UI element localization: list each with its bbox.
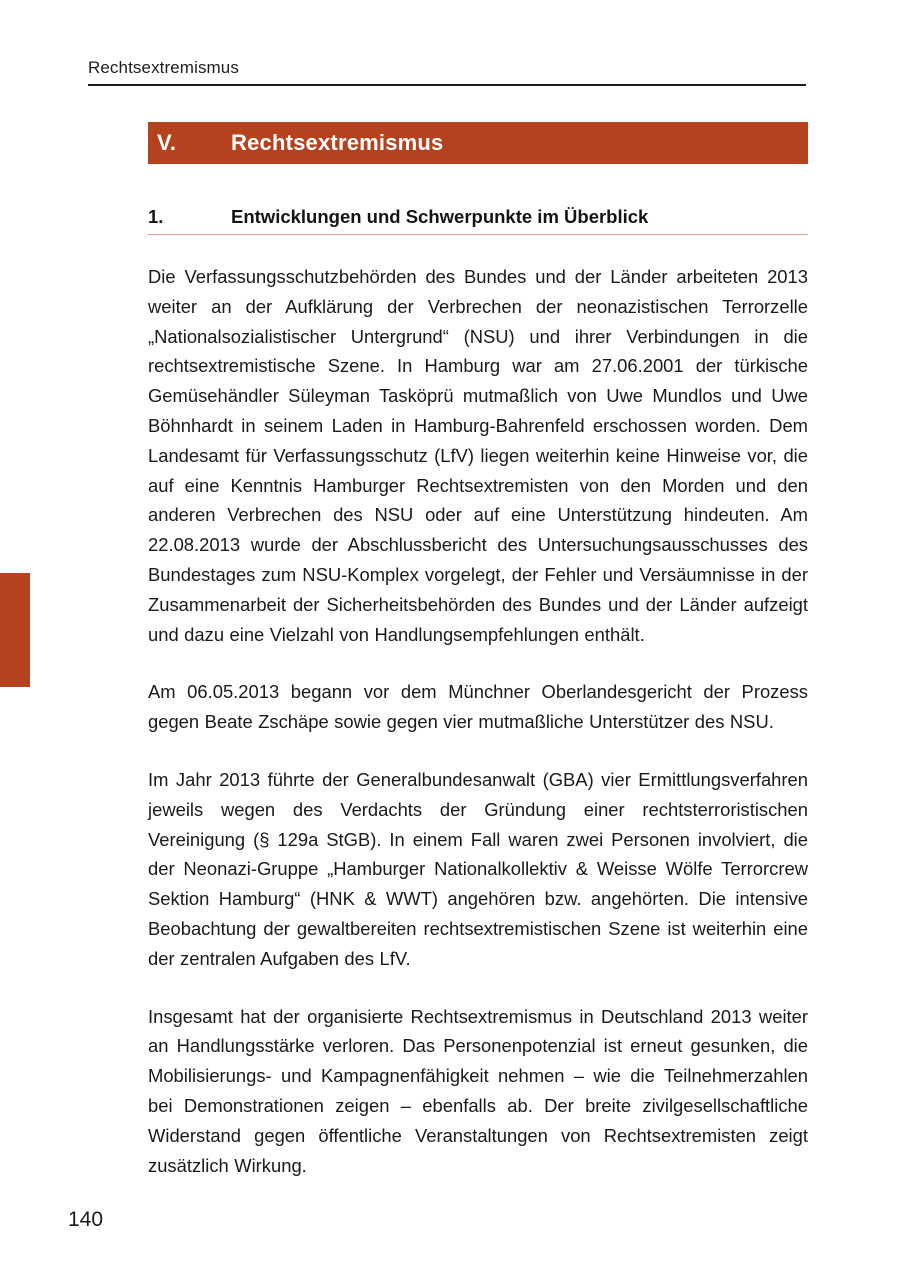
section-number: 1. [148,206,164,227]
section-heading [148,206,808,235]
running-header [88,57,806,86]
paragraph-4: Insgesamt hat der organisierte Rechtsextremismus in Deutschland 2013 weiter an Handlungsstärke verloren. Das Personenpotenzial ist erneut gesunken, die Mobilisierungs- und Kampagnenfähigkeit nehmen – wie die Teilnehmerzahlen bei Demonstrationen zeigen – ebenfalls ab. Der breite zivilgesellschaftliche Widerstand gegen öffentliche Veranstaltungen von Rechtsextremisten zeigt zusätzlich Wirkung. [148,1005,808,1176]
chapter-banner [148,122,808,164]
chapter-title: Rechtsextremismus [231,130,444,155]
chapter-number: V. [157,130,177,155]
running-header-text: Rechtsextremismus [88,58,239,77]
paragraph-3: Im Jahr 2013 führte der Generalbundesanwalt (GBA) vier Ermittlungsverfahren jeweils wegen des Verdachts der Gründung einer rechtsterroristischen Vereinigung (§ 129a StGB). In einem Fall waren zwei Personen involviert, die der Neonazi-Gruppe „Hamburger Nationalkollektiv & Weisse Wölfe Terrorcrew Sektion Hamburg“ (HNK & WWT) angehören bzw. angehörten. Die intensive Beobachtung der gewaltbereiten rechtsextremistischen Szene ist weiterhin eine der zentralen Aufgaben des LfV. [148,768,808,969]
page-number: 140 [68,1208,104,1231]
paragraph-2: Am 06.05.2013 begann vor dem Münchner Oberlandesgericht der Prozess gegen Beate Zschäpe sowie gegen vier mutmaßliche Unterstützer des NSU. [148,681,808,733]
running-header-rule [88,84,806,86]
section-title: Entwicklungen und Schwerpunkte im Überblick [231,206,649,227]
chapter-edge-tab [0,573,30,687]
body-column [148,262,808,1180]
paragraph-1: Die Verfassungsschutzbehörden des Bundes und der Länder arbeiteten 2013 weiter an der Aufklärung der Verbrechen der neonazistischen Terrorzelle „Nationalsozialistischer Untergrund“ (NSU) und ihrer Verbindungen in die rechtsextremistische Szene. In Hamburg war am 27.06.2001 der türkische Gemüsehändler Süleyman Tasköprü mutmaßlich von Uwe Mundlos und Uwe Böhnhardt in seinem Laden in Hamburg-Bahrenfeld erschossen worden. Dem Landesamt für Verfassungsschutz (LfV) liegen weiterhin keine Hinweise vor, die auf eine Kenntnis Hamburger Rechtsextremisten von den Morden und den anderen Verbrechen des NSU oder auf eine Unterstützung hindeuten. Am 22.08.2013 wurde der Abschlussbericht des Untersuchungsausschusses des Bundestages zum NSU-Komplex vorgelegt, der Fehler und Versäumnisse in der Zusammenarbeit der Sicherheitsbehörden des Bundes und der Länder aufzeigt und dazu eine Vielzahl von Handlungsempfehlungen enthält. [148,266,808,645]
